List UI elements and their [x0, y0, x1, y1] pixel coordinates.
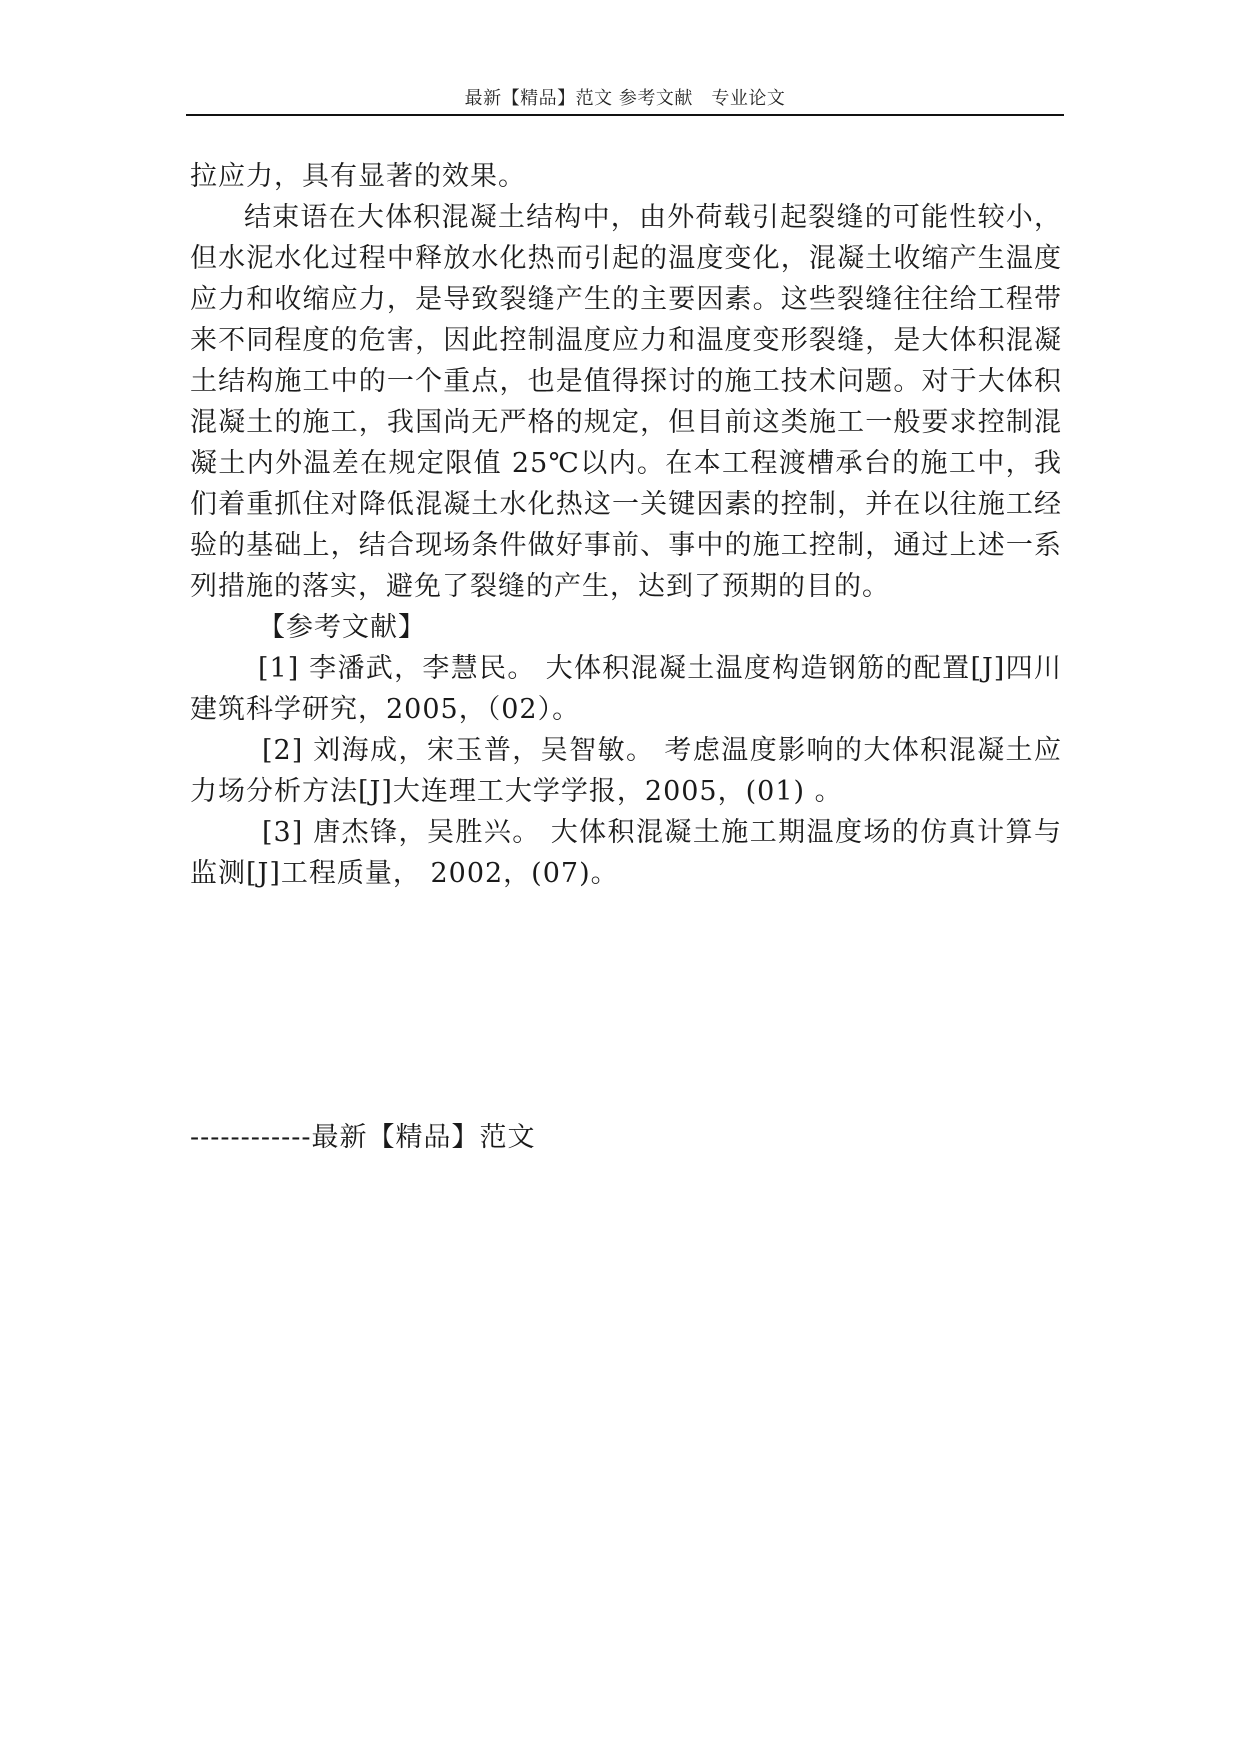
page-footer: ------------最新【精品】范文 — [190, 1122, 536, 1153]
reference-item-1: [1] 李潘武，李慧民。 大体积混凝土温度构造钢筋的配置[J]四川建筑科学研究，2005，（02）。 — [190, 653, 1062, 725]
references-heading: 【参考文献】 — [258, 612, 426, 643]
reference-item-2: [2] 刘海成，宋玉普，吴智敏。 考虑温度影响的大体积混凝土应力场分析方法[J]大连理工大学学报，2005，(01) 。 — [190, 735, 1062, 807]
header-divider — [186, 114, 1064, 116]
page-header: 最新【精品】范文 参考文献 专业论文 — [464, 88, 786, 109]
body-paragraph-continuation: 拉应力，具有显著的效果。 — [190, 161, 526, 192]
document-body — [190, 156, 1062, 894]
reference-item-3: [3] 唐杰锋，吴胜兴。 大体积混凝土施工期温度场的仿真计算与监测[J]工程质量， 2002，(07)。 — [190, 817, 1062, 889]
body-paragraph-conclusion: 结束语在大体积混凝土结构中，由外荷载引起裂缝的可能性较小，但水泥水化过程中释放水化热而引起的温度变化，混凝土收缩产生温度应力和收缩应力，是导致裂缝产生的主要因素。这些裂缝往往给工程带来不同程度的危害，因此控制温度应力和温度变形裂缝，是大体积混凝土结构施工中的一个重点，也是值得探讨的施工技术问题。对于大体积混凝土的施工，我国尚无严格的规定，但目前这类施工一般要求控制混凝土内外温差在规定限值 25℃以内。在本工程渡槽承台的施工中，我们着重抓住对降低混凝土水化热这一关键因素的控制，并在以往施工经验的基础上，结合现场条件做好事前、事中的施工控制，通过上述一系列措施的落实，避免了裂缝的产生，达到了预期的目的。 — [190, 202, 1062, 602]
